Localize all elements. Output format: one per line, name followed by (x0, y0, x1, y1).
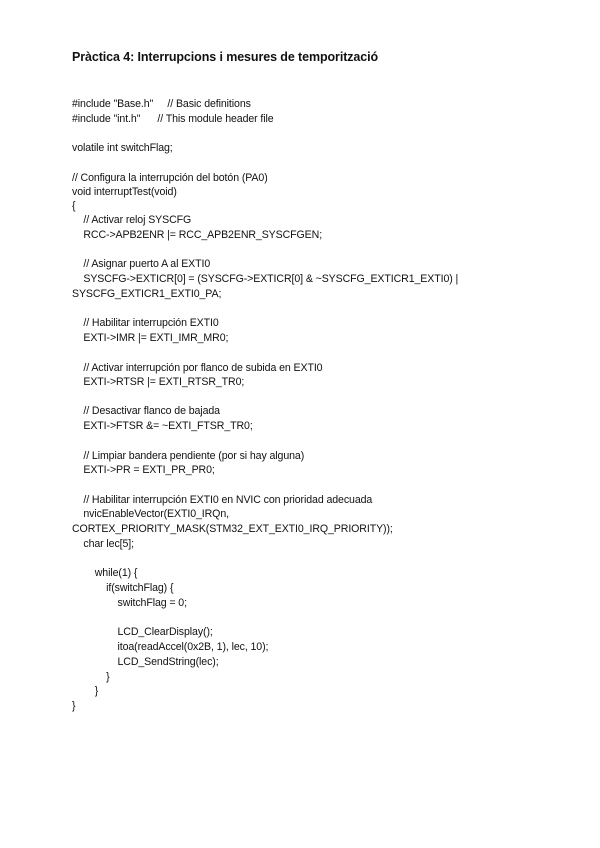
code-line: itoa(readAccel(0x2B, 1), lec, 10); (72, 641, 269, 653)
code-line: // Asignar puerto A al EXTI0 (72, 258, 211, 270)
code-line: SYSCFG->EXTICR[0] = (SYSCFG->EXTICR[0] & ~SYSCFG_EXTICR1_EXTI0) | (72, 273, 459, 285)
code-line: void interruptTest(void) (72, 186, 177, 198)
code-line: EXTI->RTSR |= EXTI_RTSR_TR0; (72, 376, 245, 388)
code-line: SYSCFG_EXTICR1_EXTI0_PA; (72, 288, 222, 300)
code-line: RCC->APB2ENR |= RCC_APB2ENR_SYSCFGEN; (72, 229, 323, 241)
code-line: // Desactivar flanco de bajada (72, 405, 220, 417)
code-line: CORTEX_PRIORITY_MASK(STM32_EXT_EXTI0_IRQ_PRIORITY)); (72, 523, 393, 535)
code-line: { (72, 200, 76, 212)
code-line: // Configura la interrupción del botón (PA0) (72, 172, 268, 184)
code-line: switchFlag = 0; (72, 597, 187, 609)
code-line: #include "int.h" // This module header file (72, 113, 274, 125)
code-line: if(switchFlag) { (72, 582, 174, 594)
code-line: LCD_ClearDisplay(); (72, 626, 213, 638)
code-line: // Habilitar interrupción EXTI0 (72, 317, 219, 329)
code-line: char lec[5]; (72, 538, 134, 550)
code-line: volatile int switchFlag; (72, 142, 173, 154)
code-line: nvicEnableVector(EXTI0_IRQn, (72, 508, 229, 520)
page-title: Pràctica 4: Interrupcions i mesures de temporització (72, 50, 379, 64)
code-line: // Activar reloj SYSCFG (72, 214, 192, 226)
code-line: // Activar interrupción por flanco de subida en EXTI0 (72, 362, 323, 374)
code-line: while(1) { (72, 567, 138, 579)
code-line: LCD_SendString(lec); (72, 656, 219, 668)
code-line: EXTI->FTSR &= ~EXTI_FTSR_TR0; (72, 420, 253, 432)
code-line: } (72, 700, 76, 712)
code-line: #include "Base.h" // Basic definitions (72, 98, 251, 110)
code-line: // Habilitar interrupción EXTI0 en NVIC con prioridad adecuada (72, 494, 373, 506)
code-line: } (72, 685, 99, 697)
code-line: EXTI->PR = EXTI_PR_PR0; (72, 464, 215, 476)
code-line: // Limpiar bandera pendiente (por si hay alguna) (72, 450, 305, 462)
code-line: } (72, 671, 110, 683)
code-line: EXTI->IMR |= EXTI_IMR_MR0; (72, 332, 229, 344)
